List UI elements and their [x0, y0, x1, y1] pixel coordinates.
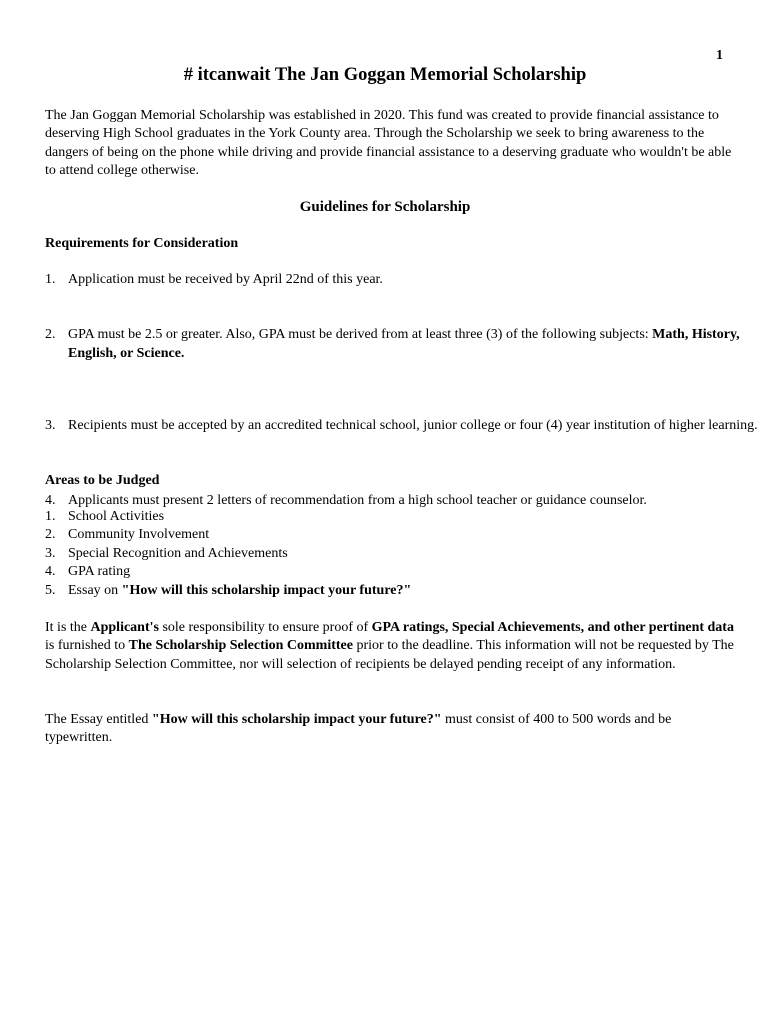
responsibility-bold: The Scholarship Selection Committee	[128, 638, 353, 654]
area-text: GPA rating	[68, 564, 131, 580]
area-number: 1.	[45, 509, 56, 524]
list-item	[45, 545, 735, 563]
essay-note-text: The Essay entitled	[45, 712, 152, 727]
requirement-text: Application must be received by April 22nd of this year.	[68, 272, 383, 287]
area-number: 3.	[45, 545, 56, 561]
requirements-heading: Requirements for Consideration	[45, 236, 239, 251]
essay-note-text: must consist of 400 to 500 words and be typewritten.	[45, 712, 672, 746]
area-text: Community Involvement	[68, 527, 210, 543]
areas-list	[45, 508, 735, 600]
intro-paragraph: The Jan Goggan Memorial Scholarship was established in 2020. This fund was created to provide financial assistance to deserving High School graduates in the York County area. Through the Scholarship we seek to bring awareness to the dangers of being on the phone while driving and provide financial assistance to a deserving graduate who wouldn't be able to attend college otherwise.	[45, 108, 732, 179]
essay-question: "How will this scholarship impact your future?"	[121, 582, 412, 598]
responsibility-text: is furnished to	[45, 638, 129, 654]
responsibility-text: sole responsibility to ensure proof of	[158, 620, 372, 635]
requirement-number: 3.	[45, 418, 56, 434]
essay-note-paragraph	[45, 711, 735, 748]
requirement-text: Applicants must present 2 letters of recommendation from a high school teacher or guidance counselor.	[68, 492, 647, 508]
list-item	[45, 563, 735, 581]
area-number: 4.	[45, 564, 56, 580]
requirement-text: Recipients must be accepted by an accredited technical school, junior college or four (4) year institution of higher learning.	[68, 418, 758, 434]
requirement-item-1	[45, 271, 758, 289]
page-number: 1	[716, 48, 723, 63]
responsibility-paragraph	[45, 619, 735, 674]
essay-note-bold: "How will this scholarship impact your future?"	[151, 712, 442, 727]
responsibility-text: It is the	[45, 620, 91, 635]
requirement-item-3	[45, 417, 758, 435]
requirement-number: 4.	[45, 492, 56, 508]
list-item	[45, 526, 735, 544]
requirement-number: 1.	[45, 272, 56, 287]
list-item	[45, 582, 735, 600]
responsibility-bold: Applicant's	[90, 620, 159, 635]
document-title: # itcanwait The Jan Goggan Memorial Scholarship	[183, 65, 587, 85]
requirement-text: GPA must be 2.5 or greater. Also, GPA must be derived from at least three (3) of the following subjects:	[68, 327, 649, 343]
responsibility-bold: GPA ratings, Special Achievements, and other pertinent data	[371, 620, 734, 635]
requirement-number: 2.	[45, 327, 56, 343]
area-text: Essay on	[68, 582, 122, 598]
area-number: 5.	[45, 582, 56, 598]
guidelines-heading: Guidelines for Scholarship	[299, 199, 471, 215]
list-item	[45, 508, 735, 526]
requirement-item-2	[45, 326, 758, 363]
area-text: School Activities	[68, 509, 165, 524]
areas-heading: Areas to be Judged	[45, 473, 160, 488]
area-number: 2.	[45, 527, 56, 543]
responsibility-text: prior to the deadline. This information will not be requested by The Scholarship Selection Committee, nor will selection of recipients be delayed pending receipt of any information.	[45, 638, 734, 672]
area-text: Special Recognition and Achievements	[68, 545, 288, 561]
requirement-subjects: Math, History, English, or Science.	[68, 327, 740, 361]
